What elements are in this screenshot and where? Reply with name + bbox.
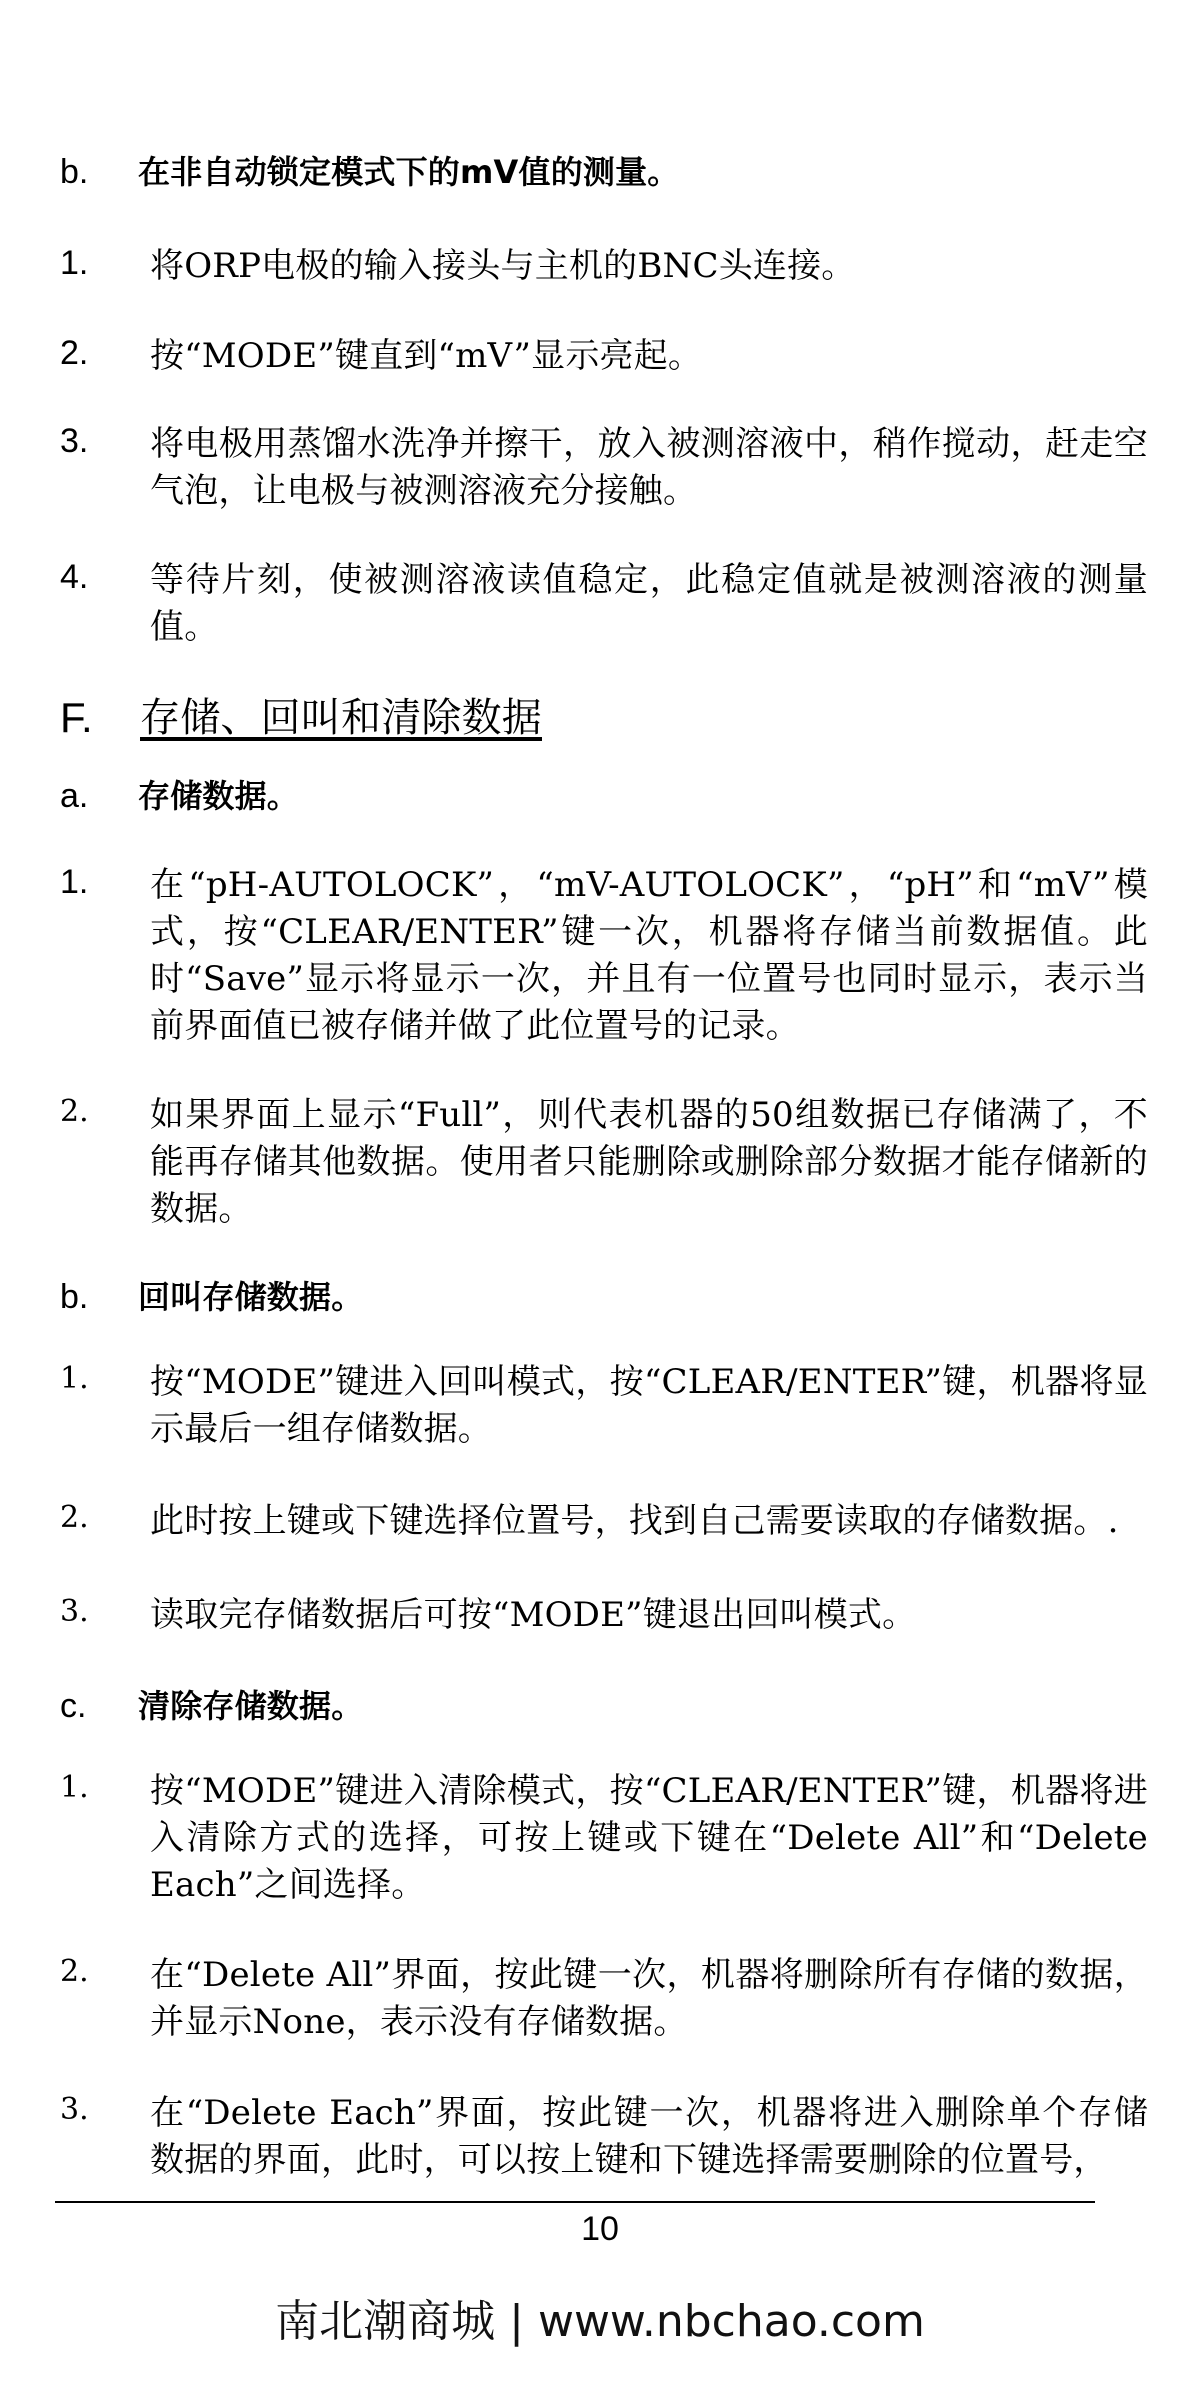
list-item bbox=[60, 1359, 1148, 1453]
list-item bbox=[60, 1768, 1148, 1909]
list-item-text: 如果界面上显示“Full”，则代表机器的50组数据已存储满了，不能再存储其他数据。使用者只能删除或删除部分数据才能存储新的数据。 bbox=[150, 1095, 1148, 1229]
section-heading-storage bbox=[60, 692, 1148, 744]
list-item-text: 按“MODE”键进入清除模式，按“CLEAR/ENTER”键，机器将进入清除方式的选择，可按上键或下键在“Delete All”和“Delete Each”之间选择。 bbox=[150, 1771, 1148, 1905]
subsection-marker: a. bbox=[60, 777, 89, 815]
list-item-text: 在“Delete Each”界面，按此键一次，机器将进入删除单个存储数据的界面，此时，可以按上键和下键选择需要删除的位置号， bbox=[150, 2093, 1148, 2180]
list-item-text: 读取完存储数据后可按“MODE”键退出回叫模式。 bbox=[150, 1595, 917, 1635]
list-item-text: 在“Delete All”界面，按此键一次，机器将删除所有存储的数据，并显示None，表示没有存储数据。 bbox=[150, 1955, 1148, 2042]
list-item bbox=[60, 557, 1148, 651]
list-item-marker: 1. bbox=[60, 1770, 89, 1805]
list-item-text: 此时按上键或下键选择位置号，找到自己需要读取的存储数据。. bbox=[150, 1501, 1119, 1541]
list-item-marker: 2. bbox=[60, 1500, 89, 1535]
subsection-heading-store-data bbox=[60, 776, 1148, 816]
list-item-text: 等待片刻，使被测溶液读值稳定，此稳定值就是被测溶液的测量值。 bbox=[150, 560, 1148, 647]
list-item bbox=[60, 1592, 1148, 1639]
subsection-heading-mv-measurement bbox=[60, 152, 1148, 192]
list-item-marker: 3. bbox=[60, 422, 89, 460]
page-number: 10 bbox=[581, 2210, 619, 2248]
subsection-title: 存储数据。 bbox=[138, 777, 300, 815]
list-item bbox=[60, 862, 1148, 1050]
list-item-marker: 1. bbox=[60, 863, 89, 901]
list-item-marker: 4. bbox=[60, 558, 89, 596]
subsection-title: 回叫存储数据。 bbox=[138, 1278, 364, 1316]
list-item bbox=[60, 1952, 1148, 2046]
section-title: 存储、回叫和清除数据 bbox=[140, 695, 542, 741]
footer-watermark: 南北潮商城 | www.nbchao.com bbox=[275, 2296, 925, 2347]
list-item-marker: 2. bbox=[60, 1094, 89, 1129]
list-item-text: 按“MODE”键进入回叫模式，按“CLEAR/ENTER”键，机器将显示最后一组存储数据。 bbox=[150, 1362, 1148, 1449]
list-item bbox=[60, 2090, 1148, 2184]
section-marker: F. bbox=[60, 694, 93, 741]
list-item bbox=[60, 333, 1148, 380]
list-item-text: 将ORP电极的输入接头与主机的BNC头连接。 bbox=[150, 246, 856, 286]
subsection-marker: b. bbox=[60, 153, 89, 191]
list-item-marker: 3. bbox=[60, 1594, 89, 1629]
subsection-heading-clear-data bbox=[60, 1686, 1148, 1726]
subsection-title: 清除存储数据。 bbox=[138, 1687, 364, 1725]
list-item bbox=[60, 243, 1148, 290]
list-item-marker: 2. bbox=[60, 334, 89, 372]
list-item-text: 在“pH-AUTOLOCK”，“mV-AUTOLOCK”，“pH”和“mV”模式，按“CLEAR/ENTER”键一次，机器将存储当前数据值。此时“Save”显示将显示一次，并且有一位置号也同时显示，表示当前界面值已被存储并做了此位置号的记录。 bbox=[150, 865, 1148, 1046]
list-item-marker: 1. bbox=[60, 244, 89, 282]
list-item-marker: 1. bbox=[60, 1361, 89, 1396]
page-divider bbox=[55, 2201, 1095, 2203]
list-item-text: 将电极用蒸馏水洗净并擦干，放入被测溶液中，稍作搅动，赶走空气泡，让电极与被测溶液充分接触。 bbox=[150, 424, 1148, 511]
list-item-text: 按“MODE”键直到“mV”显示亮起。 bbox=[150, 336, 703, 376]
subsection-marker: c. bbox=[60, 1687, 87, 1725]
list-item bbox=[60, 1498, 1148, 1545]
list-item bbox=[60, 421, 1148, 515]
list-item-marker: 2. bbox=[60, 1954, 89, 1989]
subsection-title: 在非自动锁定模式下的mV值的测量。 bbox=[138, 153, 680, 191]
subsection-heading-recall-data bbox=[60, 1277, 1148, 1317]
list-item-marker: 3. bbox=[60, 2092, 89, 2127]
list-item bbox=[60, 1092, 1148, 1233]
subsection-marker: b. bbox=[60, 1278, 89, 1316]
